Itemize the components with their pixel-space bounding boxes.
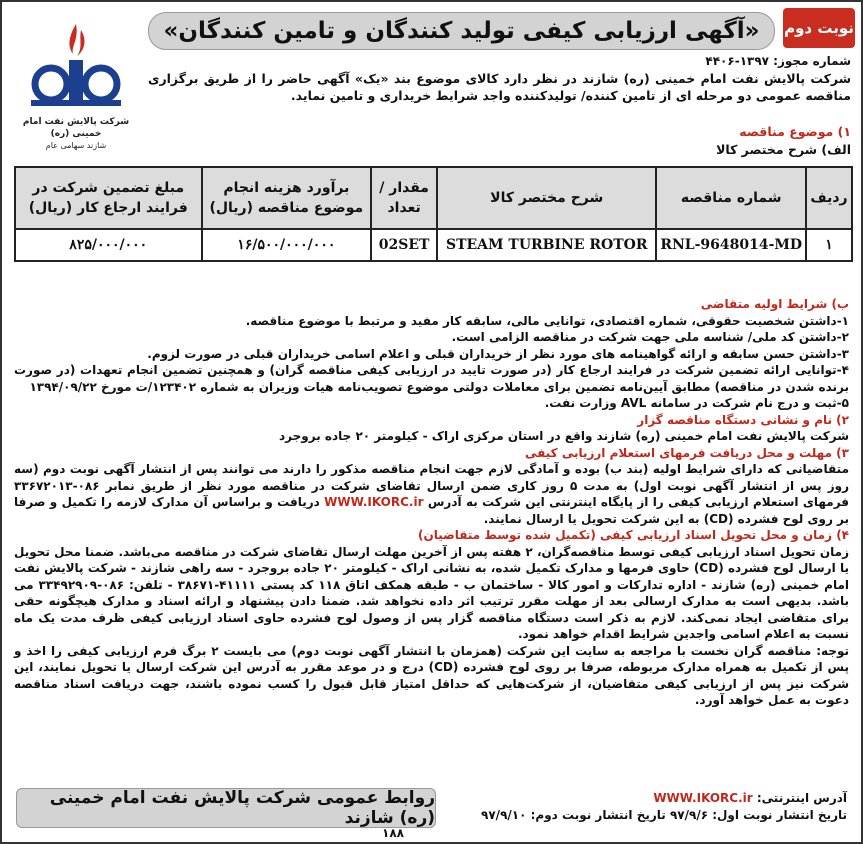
condition-4: ۴-توانایی ارائه تضمین شرکت در فرایند ارجاع کار (در صورت تایید در ارزیابی کیفی مناقصه گران) و همچنین تضمین انجام تعهدات (در صورت برنده شدن در مناقصه) مطابق آیین‌نامه تضمین برای معاملات دولتی موضوع تصویب‌نامه هیات وزیران به شماره ۱۲۳۴۰۲/ت مورخ ۱۳۹۴/۰۹/۲۲ [14,363,849,394]
section1a-heading: الف) شرح مختصر کالا [716,142,851,157]
section2-heading: ۲) نام و نشانی دستگاه مناقصه گزار [637,412,849,427]
section2-text: شرکت پالایش نفت امام خمینی (ره) شازند واقع در استان مرکزی اراک - کیلومتر ۲۰ جاده بروجرد [279,429,849,443]
col-quantity: مقدار / تعداد [371,167,437,229]
cell-estimated-cost: ۱۶/۵۰۰/۰۰۰/۰۰۰ [202,229,372,261]
section4-heading: ۴) زمان و محل تحویل اسناد ارزیابی کیفی (تکمیل شده توسط متقاضیان) [417,528,849,542]
condition-3: ۳-داشتن حسن سابقه و ارائه گواهینامه های مورد نظر از خریداران قبلی و اعلام اسامی خریداران قبلی در صورت لزوم. [147,346,849,361]
col-tender-number: شماره مناقصه [656,167,806,229]
section3-text [14,461,849,527]
logo-company-type: شازند سهامی عام [45,141,107,150]
footer-website-link[interactable]: WWW.IKORC.ir [653,791,753,805]
col-description: شرح مختصر کالا [437,167,656,229]
logo-company-name: شرکت پالایش نفت امام خمینی (ره) [22,117,130,139]
goods-table [14,166,853,262]
refinery-flame-icon [21,16,131,116]
section3-main: متقاضیانی که دارای شرایط اولیه (بند ب) بوده و آمادگی لازم جهت انجام مناقصه مذکور را دارند می توانند پس از انتشار آگهی نوبت دوم (سه روز پس از انتشار آگهی نوبت اول) به مدت ۵ روز کاری ضمن ارسال تقاضای شرکت در مناقصه مورد نظر از طریق نمابر ۰۸۶-۳۳۶۷۲۰۱۳ فرمهای استعلام ارزیابی کیفی را از پایگاه اینترنتی این شرکت به آدرس [14,462,850,509]
public-relations-banner: روابط عمومی شرکت پالایش نفت امام خمینی (ره) شازند [16,788,436,828]
footer-website [481,790,847,807]
cell-row-number: ۱ [806,229,852,261]
company-logo [12,16,140,150]
cell-quantity: 02SET [371,229,437,261]
round-badge: نوبت دوم [783,8,855,48]
col-guarantee-amount: مبلغ تضمین شرکت در فرایند ارجاع کار (ریال) [15,167,202,229]
permit-number: شماره مجوز: ۱۳۹۷-۴۴۰۶ [705,54,851,68]
col-estimated-cost: برآورد هزینه انجام موضوع مناقصه (ریال) [202,167,372,229]
header [148,8,855,52]
section4-text: زمان تحویل اسناد ارزیابی کیفی توسط مناقصه‌گران، ۲ هفته پس از آخرین مهلت ارسال تقاضای شرکت در مناقصه می‌باشد. ضمنا محل تحویل یا ارسال لوح فشرده (CD) حاوی فرمها و مدارک تکمیل شده، به نشانی اراک - کیلومتر ۲۰ جاده بروجرد - سه راهی شازند - شرکت پالایش نفت امام خمینی (ره) شازند - اداره تدارکات و امور کالا - ساختمان ب - طبقه همکف اتاق ۱۱۸ کد پستی ۴۱۱۱۱-۳۸۶۷۱ - تلفن: ۰۸۶-۳۳۴۹۲۹۰۹ می باشد. بدیهی است به مدارک ارسالی بعد از مهلت مقرر ترتیب اثر داده نخواهد شد. ضمنا دادن پیشنهاد و ارائه اسناد و مدارک هیچگونه حقی برای متقاضی ایجاد نمی‌کند. لازم به ذکر است دستگاه مناقصه گزار پس از وصول لوح فشرده حاوی اسناد ارزیابی کیفی ظرف مدت یک ماه نسبت به اعلام اسامی واجدین شرایط اقدام خواهد نمود. [14,544,850,641]
cell-tender-number: RNL-9648014-MD [656,229,806,261]
col-row-number: ردیف [806,167,852,229]
cell-description: STEAM TURBINE ROTOR [437,229,656,261]
notice-body [14,296,849,709]
cell-guarantee-amount: ۸۲۵/۰۰۰/۰۰۰ [15,229,202,261]
section1-heading: ۱) موضوع مناقصه [739,124,851,139]
condition-5: ۵-ثبت و درج نام شرکت در سامانه AVL وزارت نفت. [544,396,849,410]
intro-paragraph: شرکت پالایش نفت امام خمینی (ره) شازند در نظر دارد کالای موضوع بند «یک» آگهی حاضر را از طریق برگزاری مناقصه عمومی دو مرحله ای از تامین کننده/ تولیدکننده واجد شرایط خریداری و تامین نماید. [148,71,851,103]
section3-end: دریافت و براساس آن مدارک لازمه را تکمیل و صرفا بر روی لوح فشرده (CD) به این شرکت تحویل یا ارسال نمایند. [14,495,849,526]
condition-1: ۱-داشتن شخصیت حقوقی، شماره اقتصادی، توانایی مالی، سابقه کار مفید و مرتبط با موضوع مناقصه. [245,313,849,328]
notice-title: «آگهی ارزیابی کیفی تولید کنندگان و تامین کنندگان» [148,12,775,50]
page-number: ۱۸۸ [382,826,404,840]
condition-2: ۲-داشتن کد ملی/ شناسه ملی جهت شرکت در مناقصه الزامی است. [451,330,849,344]
footer-website-label: آدرس اینترنتی: [756,791,847,805]
table-row [15,229,852,261]
note-text: توجه: مناقصه گران نخست با مراجعه به سایت این شرکت (همزمان با انتشار آگهی نوبت دوم) می بایست ۲ برگ فرم ارزیابی کیفی را اخذ و پس از تکمیل به همراه مدارک مربوطه، صرفا بر روی لوح فشرده (CD) درج و در موعد مقرر به آدرس این شرکت ارسال یا تحویل نمایند، این شرکت نیز پس از ارزیابی کیفی متقاضیان، از شرکت‌هایی که حداقل امتیاز قابل قبول را کسب نموده باشند، جهت دریافت اسناد مناقصه دعوت به عمل خواهد آورد. [14,643,849,707]
section3-heading: ۳) مهلت و محل دریافت فرمهای استعلام ارزیابی کیفی [525,445,849,460]
table-header-row [15,167,852,229]
publication-dates: تاریخ انتشار نوبت اول: ۹۷/۹/۶ تاریخ انتشار نوبت دوم: ۹۷/۹/۱۰ [481,808,847,822]
section3-website-link[interactable]: WWW.IKORC.ir [324,495,424,509]
conditions-heading: ب) شرایط اولیه متقاضی [700,297,849,311]
footer-info [481,790,847,824]
